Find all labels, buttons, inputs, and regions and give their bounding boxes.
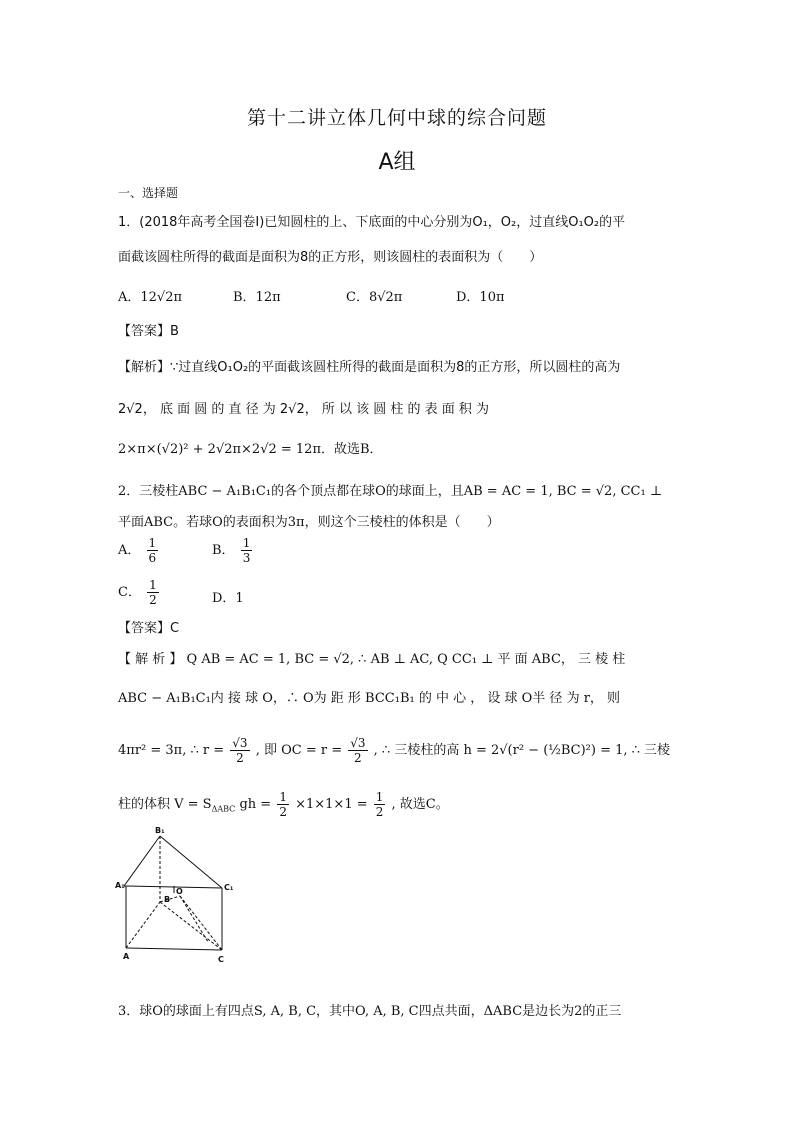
- q2-option-c-fraction: $\frac{1}{2}$: [149, 578, 157, 607]
- q1-explanation-line1: 【解析】∵过直线O₁O₂的平面截该圆柱所得的截面是面积为8的正方形，所以圆柱的高为: [118, 360, 621, 375]
- q2-option-b-fraction: $\frac{1}{3}$: [242, 536, 251, 565]
- section-heading: 一、选择题: [118, 186, 179, 200]
- q1-line1: 1．(2018年高考全国卷Ⅰ)已知圆柱的上、下底面的中心分别为O₁，O₂，过直线O₁O₂的平: [118, 215, 626, 230]
- label-o: O: [176, 887, 183, 896]
- q2-expl-fraction-4: $\frac{1}{2}$: [375, 790, 384, 819]
- q2-answer: 【答案】C: [118, 621, 180, 636]
- q1-option-d: D．10π: [456, 290, 505, 305]
- q2-expl-fraction-1: $\frac{√3}{2}$: [232, 736, 248, 765]
- q2-expl-fraction-2: $\frac{√3}{2}$: [350, 736, 366, 765]
- page-title: 第十二讲立体几何中球的综合问题: [246, 107, 547, 129]
- q2-line2: 平面ABC。若球O的表面积为3π，则这个三棱柱的体积是（ ）: [118, 515, 500, 530]
- q2-explanation-line1: 【 解 析 】 Q AB = AC = 1, BC = √2, ∴ AB ⊥ AC, Q CC₁ ⊥ 平 面 ABC， 三 棱 柱: [118, 652, 626, 667]
- q1-explanation-line3: 2×π×(√2)² + 2√2π×2√2 = 12π．故选B．: [118, 442, 383, 457]
- q2-explanation-line3: 4πr² = 3π, ∴ r = $\frac{√3}{2}$ , 即 OC = r = $\frac{√3}{2}$ , ∴ 三棱柱的高 h = 2√(r² − (½BC)²) = 1, ∴ 三棱: [118, 736, 671, 765]
- q1-explanation-line2: 2√2， 底 面 圆 的 直 径 为 2√2， 所 以 该 圆 柱 的 表 面 积 为: [118, 402, 490, 417]
- q2-expl-fraction-3: $\frac{1}{2}$: [279, 790, 287, 819]
- q1-option-b: B．12π: [233, 290, 281, 305]
- q2-option-c: C． $\frac{1}{2}$: [118, 578, 157, 607]
- q1-answer: 【答案】B: [118, 324, 179, 339]
- q2-option-a: A． $\frac{1}{6}$: [118, 536, 157, 565]
- q3-line1: 3．球O的球面上有四点S, A, B, C，其中O, A, B, C四点共面，ΔABC是边长为2的正三: [118, 1004, 622, 1019]
- q1-option-a: A．12√2π: [118, 290, 183, 305]
- label-c: C: [218, 955, 224, 964]
- label-a: A: [123, 952, 130, 961]
- label-a1: A₁: [115, 881, 125, 890]
- label-b1: B₁: [155, 826, 165, 835]
- label-b: B: [164, 895, 171, 904]
- q1-line2: 面截该圆柱所得的截面是面积为8的正方形，则该圆柱的表面积为（ ）: [118, 250, 543, 265]
- q2-option-b: B． $\frac{1}{3}$: [212, 536, 251, 565]
- label-c1: C₁: [224, 883, 234, 892]
- q2-option-d: D．1: [212, 591, 244, 606]
- q1-option-c: C．8√2π: [346, 290, 403, 305]
- q2-option-a-fraction: $\frac{1}{6}$: [148, 536, 157, 565]
- q2-explanation-line4: 柱的体积 $V = S_{\Delta ABC}$ gh = $\frac{1}{2}$ ×1×1×1 = $\frac{1}{2}$ , 故选C。: [118, 790, 449, 819]
- group-heading: A组: [378, 150, 416, 175]
- prism-figure: [112, 822, 242, 967]
- q2-line1: 2．三棱柱ABC − A₁B₁C₁的各个顶点都在球O的球面上，且AB = AC = 1, BC = √2, CC₁ ⊥: [118, 484, 663, 499]
- q2-explanation-line2: ABC − A₁B₁C₁内 接 球 O，∴ O为 距 形 BCC₁B₁ 的 中 心 ， 设 球 O半 径 为 r， 则: [118, 691, 621, 706]
